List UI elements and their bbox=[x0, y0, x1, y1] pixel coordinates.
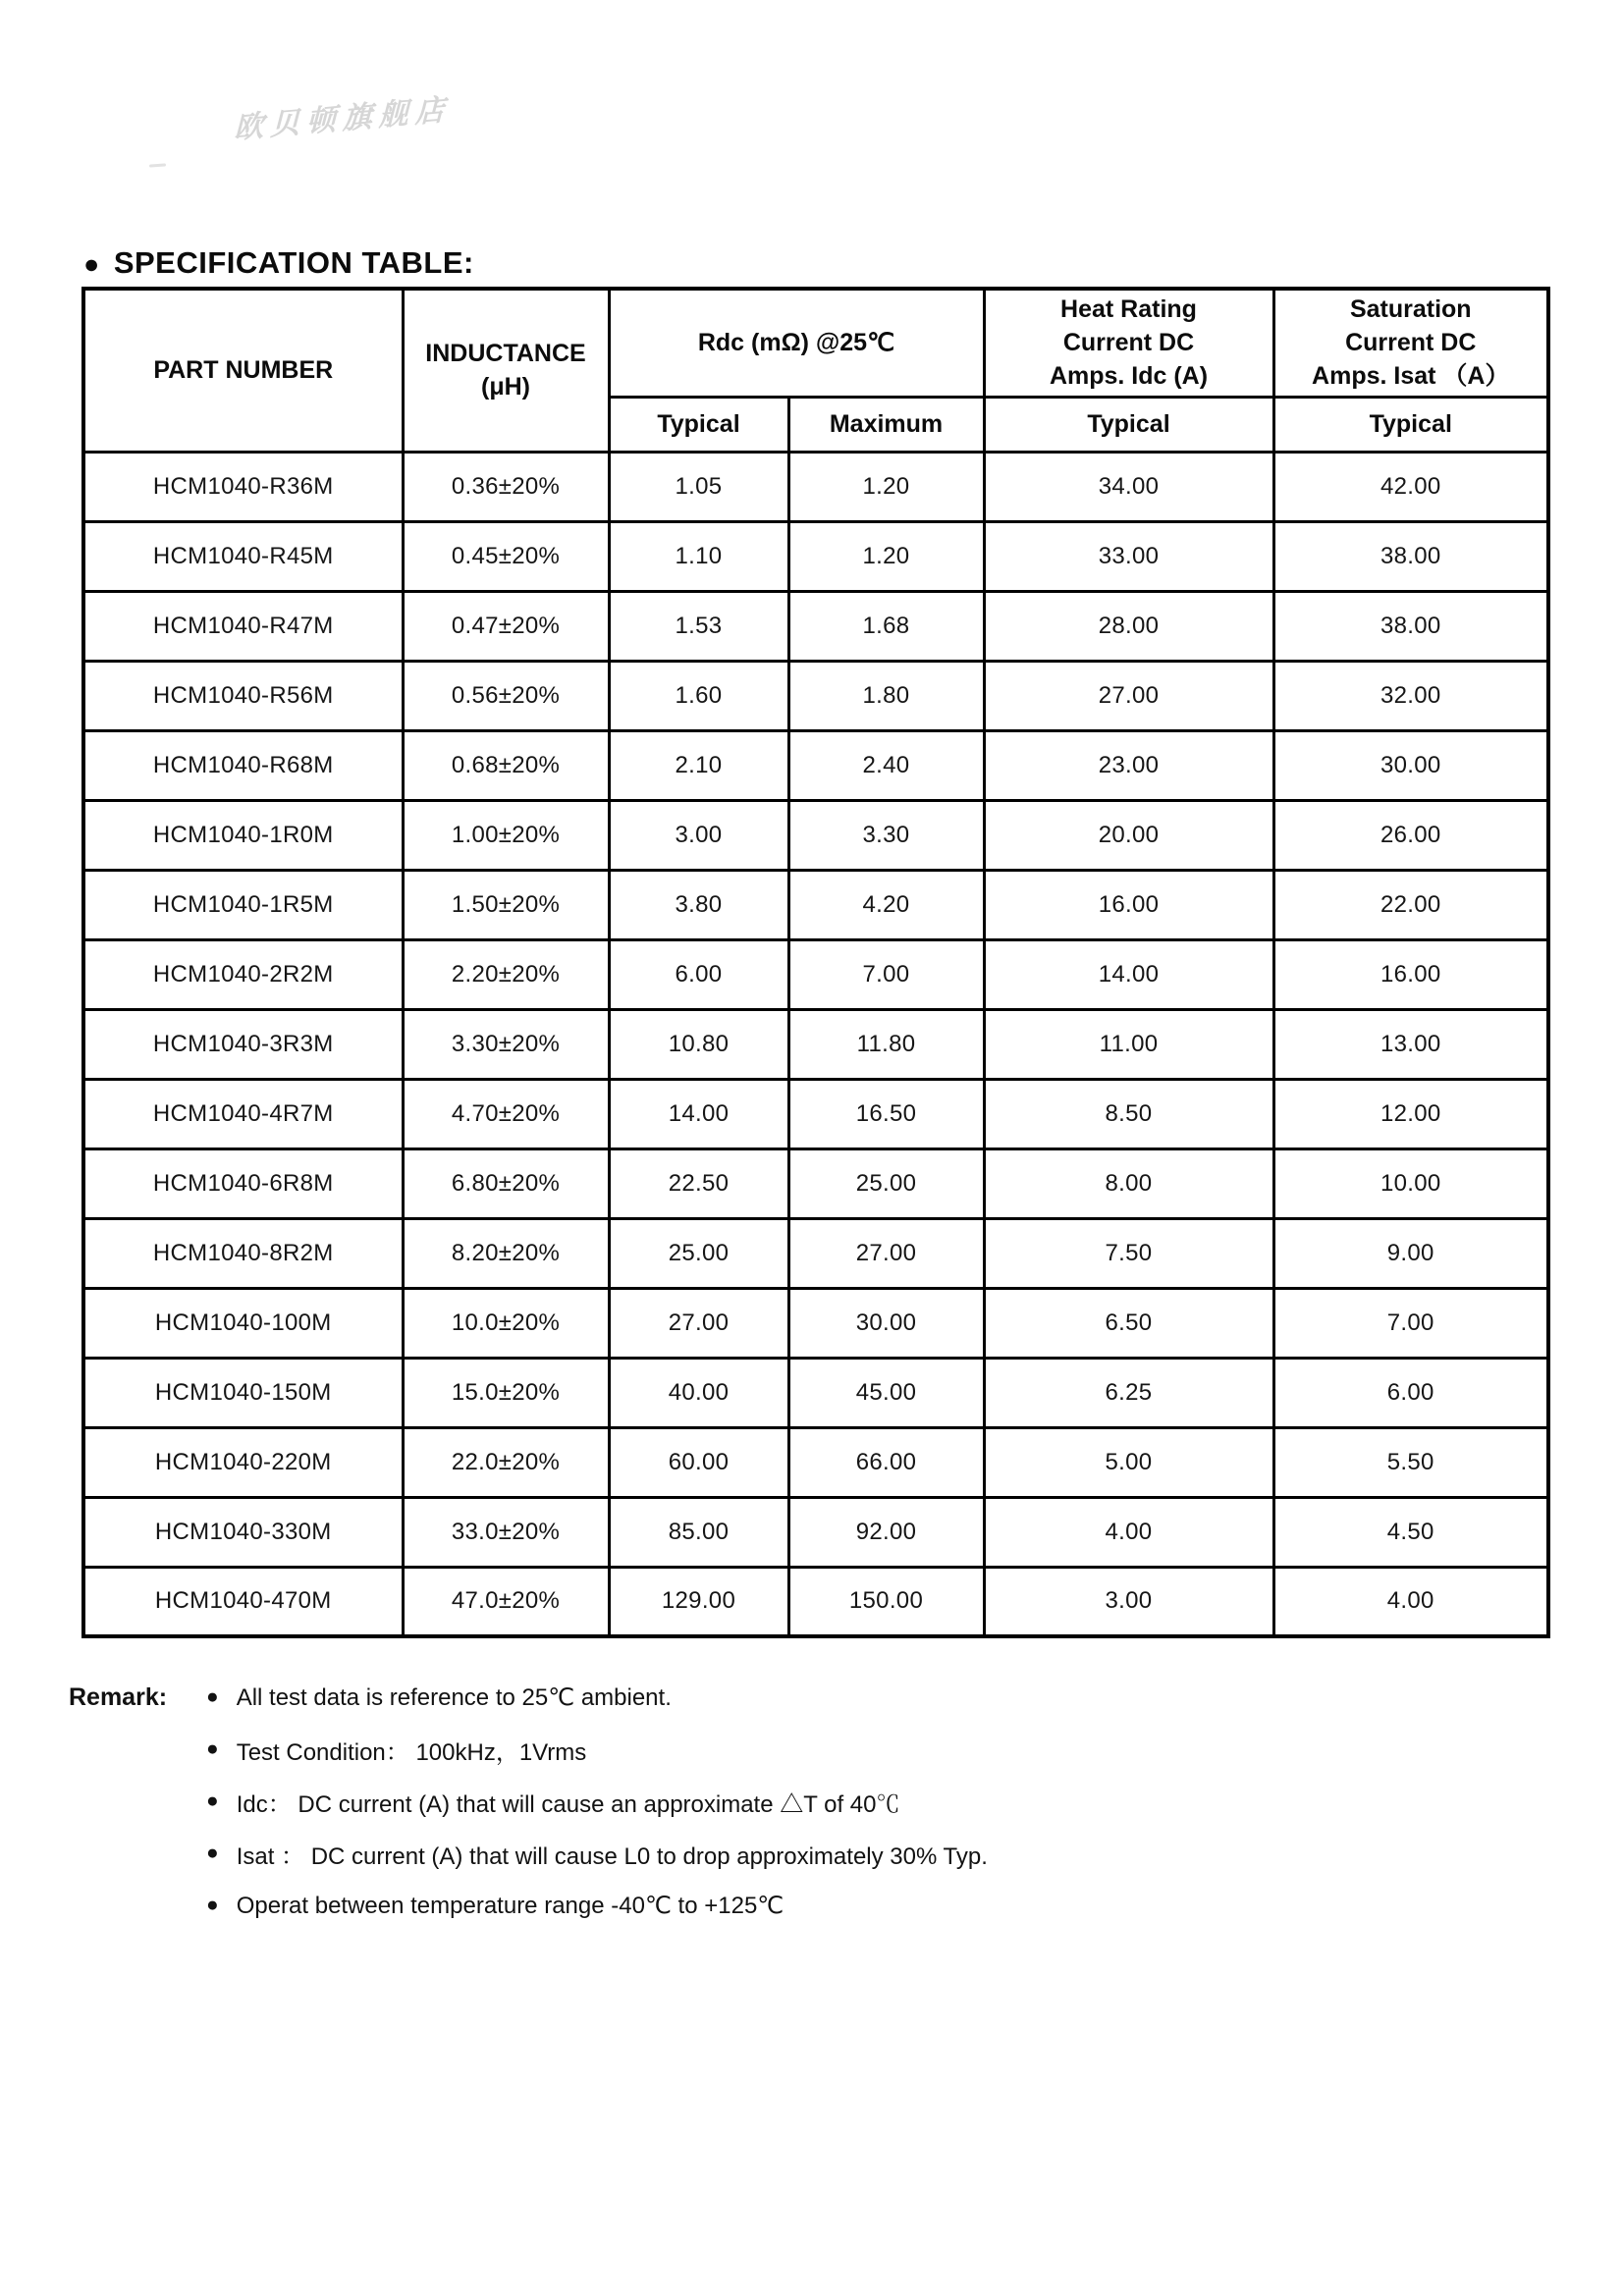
col-header-heat-rating bbox=[984, 289, 1273, 397]
cell-rdc-maximum: 1.20 bbox=[788, 452, 984, 521]
cell-rdc-typical: 40.00 bbox=[609, 1358, 788, 1427]
table-row bbox=[83, 1009, 1548, 1079]
cell-inductance: 0.47±20% bbox=[403, 591, 609, 661]
cell-part-number: HCM1040-220M bbox=[83, 1427, 403, 1497]
bullet-icon: ● bbox=[206, 1685, 219, 1708]
cell-sat-typical: 16.00 bbox=[1273, 939, 1548, 1009]
cell-rdc-typical: 1.05 bbox=[609, 452, 788, 521]
cell-rdc-maximum: 45.00 bbox=[788, 1358, 984, 1427]
remark-line bbox=[69, 1672, 1306, 1724]
table-row bbox=[83, 1079, 1548, 1148]
cell-rdc-maximum: 4.20 bbox=[788, 870, 984, 939]
cell-sat-typical: 13.00 bbox=[1273, 1009, 1548, 1079]
remark-line bbox=[69, 1724, 1306, 1776]
table-row bbox=[83, 800, 1548, 870]
cell-sat-typical: 4.00 bbox=[1273, 1567, 1548, 1636]
table-row bbox=[83, 521, 1548, 591]
cell-heat-typical: 20.00 bbox=[984, 800, 1273, 870]
specification-table bbox=[81, 287, 1550, 1638]
cell-rdc-maximum: 30.00 bbox=[788, 1288, 984, 1358]
cell-heat-typical: 14.00 bbox=[984, 939, 1273, 1009]
cell-inductance: 0.36±20% bbox=[403, 452, 609, 521]
cell-part-number: HCM1040-R68M bbox=[83, 730, 403, 800]
cell-sat-typical: 30.00 bbox=[1273, 730, 1548, 800]
remark-line bbox=[69, 1828, 1306, 1880]
remark-text: All test data is reference to 25℃ ambient. bbox=[236, 1684, 672, 1711]
cell-sat-typical: 6.00 bbox=[1273, 1358, 1548, 1427]
table-row bbox=[83, 730, 1548, 800]
cell-sat-typical: 4.50 bbox=[1273, 1497, 1548, 1567]
col-header-sat-line3: Amps. Isat （A） bbox=[1312, 362, 1510, 391]
subheader-rdc-maximum: Maximum bbox=[788, 397, 984, 452]
cell-inductance: 0.56±20% bbox=[403, 661, 609, 730]
cell-heat-typical: 8.50 bbox=[984, 1079, 1273, 1148]
table-row bbox=[83, 452, 1548, 521]
remark-text: Test Condition： 100kHz，1Vrms bbox=[236, 1739, 587, 1766]
cell-heat-typical: 16.00 bbox=[984, 870, 1273, 939]
cell-rdc-maximum: 1.68 bbox=[788, 591, 984, 661]
table-row bbox=[83, 1358, 1548, 1427]
cell-rdc-maximum: 150.00 bbox=[788, 1567, 984, 1636]
cell-sat-typical: 12.00 bbox=[1273, 1079, 1548, 1148]
cell-sat-typical: 38.00 bbox=[1273, 521, 1548, 591]
cell-heat-typical: 23.00 bbox=[984, 730, 1273, 800]
bullet-icon: ● bbox=[206, 1789, 219, 1812]
cell-heat-typical: 4.00 bbox=[984, 1497, 1273, 1567]
cell-rdc-maximum: 7.00 bbox=[788, 939, 984, 1009]
cell-inductance: 3.30±20% bbox=[403, 1009, 609, 1079]
cell-inductance: 6.80±20% bbox=[403, 1148, 609, 1218]
cell-part-number: HCM1040-150M bbox=[83, 1358, 403, 1427]
decorative-dash bbox=[149, 163, 166, 167]
remark-text: Isat ： DC current (A) that will cause L0 to drop approximately 30% Typ. bbox=[236, 1843, 988, 1870]
cell-inductance: 1.50±20% bbox=[403, 870, 609, 939]
cell-heat-typical: 33.00 bbox=[984, 521, 1273, 591]
cell-inductance: 2.20±20% bbox=[403, 939, 609, 1009]
remark-label: Remark: bbox=[69, 1683, 168, 1711]
remark-text: Idc： DC current (A) that will cause an approximate △T of 40℃ bbox=[236, 1791, 900, 1818]
subheader-sat-typical: Typical bbox=[1273, 397, 1548, 452]
col-header-part-number: PART NUMBER bbox=[83, 289, 403, 452]
cell-inductance: 22.0±20% bbox=[403, 1427, 609, 1497]
cell-heat-typical: 34.00 bbox=[984, 452, 1273, 521]
cell-heat-typical: 3.00 bbox=[984, 1567, 1273, 1636]
cell-rdc-typical: 85.00 bbox=[609, 1497, 788, 1567]
cell-sat-typical: 26.00 bbox=[1273, 800, 1548, 870]
spec-table-rows bbox=[83, 452, 1548, 1636]
cell-heat-typical: 27.00 bbox=[984, 661, 1273, 730]
remark-line bbox=[69, 1880, 1306, 1932]
col-header-heat-line3: Amps. Idc (A) bbox=[1049, 362, 1209, 391]
col-header-saturation bbox=[1273, 289, 1548, 397]
cell-rdc-maximum: 25.00 bbox=[788, 1148, 984, 1218]
table-row bbox=[83, 591, 1548, 661]
cell-rdc-typical: 2.10 bbox=[609, 730, 788, 800]
cell-sat-typical: 9.00 bbox=[1273, 1218, 1548, 1288]
cell-part-number: HCM1040-330M bbox=[83, 1497, 403, 1567]
cell-part-number: HCM1040-470M bbox=[83, 1567, 403, 1636]
col-header-sat-line2: Current DC bbox=[1345, 329, 1477, 357]
cell-inductance: 8.20±20% bbox=[403, 1218, 609, 1288]
bullet-icon: ● bbox=[206, 1737, 219, 1760]
cell-inductance: 10.0±20% bbox=[403, 1288, 609, 1358]
col-header-inductance-line1: INDUCTANCE bbox=[425, 340, 586, 368]
cell-rdc-typical: 60.00 bbox=[609, 1427, 788, 1497]
cell-inductance: 4.70±20% bbox=[403, 1079, 609, 1148]
section-title-text: SPECIFICATION TABLE: bbox=[113, 245, 474, 280]
col-header-rdc: Rdc (mΩ) @25℃ bbox=[609, 289, 984, 397]
cell-heat-typical: 7.50 bbox=[984, 1218, 1273, 1288]
cell-heat-typical: 11.00 bbox=[984, 1009, 1273, 1079]
cell-sat-typical: 10.00 bbox=[1273, 1148, 1548, 1218]
cell-rdc-typical: 129.00 bbox=[609, 1567, 788, 1636]
table-row bbox=[83, 1567, 1548, 1636]
cell-rdc-typical: 3.80 bbox=[609, 870, 788, 939]
cell-rdc-typical: 1.10 bbox=[609, 521, 788, 591]
store-watermark: 欧贝顿旗舰店 bbox=[234, 93, 452, 145]
cell-sat-typical: 22.00 bbox=[1273, 870, 1548, 939]
cell-inductance: 15.0±20% bbox=[403, 1358, 609, 1427]
table-row bbox=[83, 870, 1548, 939]
cell-sat-typical: 7.00 bbox=[1273, 1288, 1548, 1358]
cell-inductance: 0.45±20% bbox=[403, 521, 609, 591]
bullet-icon: ● bbox=[83, 248, 100, 279]
table-row bbox=[83, 1148, 1548, 1218]
cell-sat-typical: 5.50 bbox=[1273, 1427, 1548, 1497]
cell-sat-typical: 32.00 bbox=[1273, 661, 1548, 730]
bullet-icon: ● bbox=[206, 1894, 219, 1916]
cell-part-number: HCM1040-1R5M bbox=[83, 870, 403, 939]
cell-part-number: HCM1040-1R0M bbox=[83, 800, 403, 870]
cell-sat-typical: 38.00 bbox=[1273, 591, 1548, 661]
cell-part-number: HCM1040-R47M bbox=[83, 591, 403, 661]
cell-inductance: 1.00±20% bbox=[403, 800, 609, 870]
cell-inductance: 47.0±20% bbox=[403, 1567, 609, 1636]
table-row bbox=[83, 1218, 1548, 1288]
cell-rdc-maximum: 1.20 bbox=[788, 521, 984, 591]
cell-rdc-maximum: 2.40 bbox=[788, 730, 984, 800]
cell-heat-typical: 5.00 bbox=[984, 1427, 1273, 1497]
cell-part-number: HCM1040-100M bbox=[83, 1288, 403, 1358]
cell-rdc-typical: 1.60 bbox=[609, 661, 788, 730]
cell-part-number: HCM1040-8R2M bbox=[83, 1218, 403, 1288]
cell-heat-typical: 6.25 bbox=[984, 1358, 1273, 1427]
cell-heat-typical: 28.00 bbox=[984, 591, 1273, 661]
cell-part-number: HCM1040-R45M bbox=[83, 521, 403, 591]
cell-part-number: HCM1040-R56M bbox=[83, 661, 403, 730]
cell-rdc-typical: 22.50 bbox=[609, 1148, 788, 1218]
section-title bbox=[83, 245, 474, 281]
col-header-sat-line1: Saturation bbox=[1349, 295, 1472, 324]
bullet-icon: ● bbox=[206, 1842, 219, 1864]
cell-rdc-maximum: 3.30 bbox=[788, 800, 984, 870]
cell-part-number: HCM1040-2R2M bbox=[83, 939, 403, 1009]
remark-text: Operat between temperature range -40℃ to +125℃ bbox=[236, 1893, 784, 1919]
cell-inductance: 33.0±20% bbox=[403, 1497, 609, 1567]
cell-rdc-typical: 3.00 bbox=[609, 800, 788, 870]
col-header-heat-line1: Heat Rating bbox=[1060, 295, 1197, 324]
cell-rdc-typical: 27.00 bbox=[609, 1288, 788, 1358]
cell-rdc-typical: 1.53 bbox=[609, 591, 788, 661]
cell-rdc-maximum: 92.00 bbox=[788, 1497, 984, 1567]
table-row bbox=[83, 661, 1548, 730]
table-row bbox=[83, 1288, 1548, 1358]
cell-rdc-maximum: 16.50 bbox=[788, 1079, 984, 1148]
col-header-inductance bbox=[403, 289, 609, 452]
col-header-inductance-line2: (μH) bbox=[481, 373, 530, 401]
cell-heat-typical: 8.00 bbox=[984, 1148, 1273, 1218]
table-row bbox=[83, 1427, 1548, 1497]
cell-inductance: 0.68±20% bbox=[403, 730, 609, 800]
remark-line bbox=[69, 1776, 1306, 1828]
cell-rdc-typical: 14.00 bbox=[609, 1079, 788, 1148]
cell-rdc-maximum: 66.00 bbox=[788, 1427, 984, 1497]
cell-rdc-typical: 6.00 bbox=[609, 939, 788, 1009]
cell-part-number: HCM1040-3R3M bbox=[83, 1009, 403, 1079]
cell-rdc-typical: 10.80 bbox=[609, 1009, 788, 1079]
cell-part-number: HCM1040-4R7M bbox=[83, 1079, 403, 1148]
remarks-section bbox=[69, 1672, 1306, 1932]
subheader-heat-typical: Typical bbox=[984, 397, 1273, 452]
cell-part-number: HCM1040-R36M bbox=[83, 452, 403, 521]
cell-rdc-typical: 25.00 bbox=[609, 1218, 788, 1288]
cell-rdc-maximum: 11.80 bbox=[788, 1009, 984, 1079]
table-row bbox=[83, 1497, 1548, 1567]
subheader-rdc-typical: Typical bbox=[609, 397, 788, 452]
table-row bbox=[83, 939, 1548, 1009]
cell-rdc-maximum: 27.00 bbox=[788, 1218, 984, 1288]
cell-rdc-maximum: 1.80 bbox=[788, 661, 984, 730]
cell-part-number: HCM1040-6R8M bbox=[83, 1148, 403, 1218]
cell-heat-typical: 6.50 bbox=[984, 1288, 1273, 1358]
col-header-heat-line2: Current DC bbox=[1062, 329, 1195, 357]
cell-sat-typical: 42.00 bbox=[1273, 452, 1548, 521]
